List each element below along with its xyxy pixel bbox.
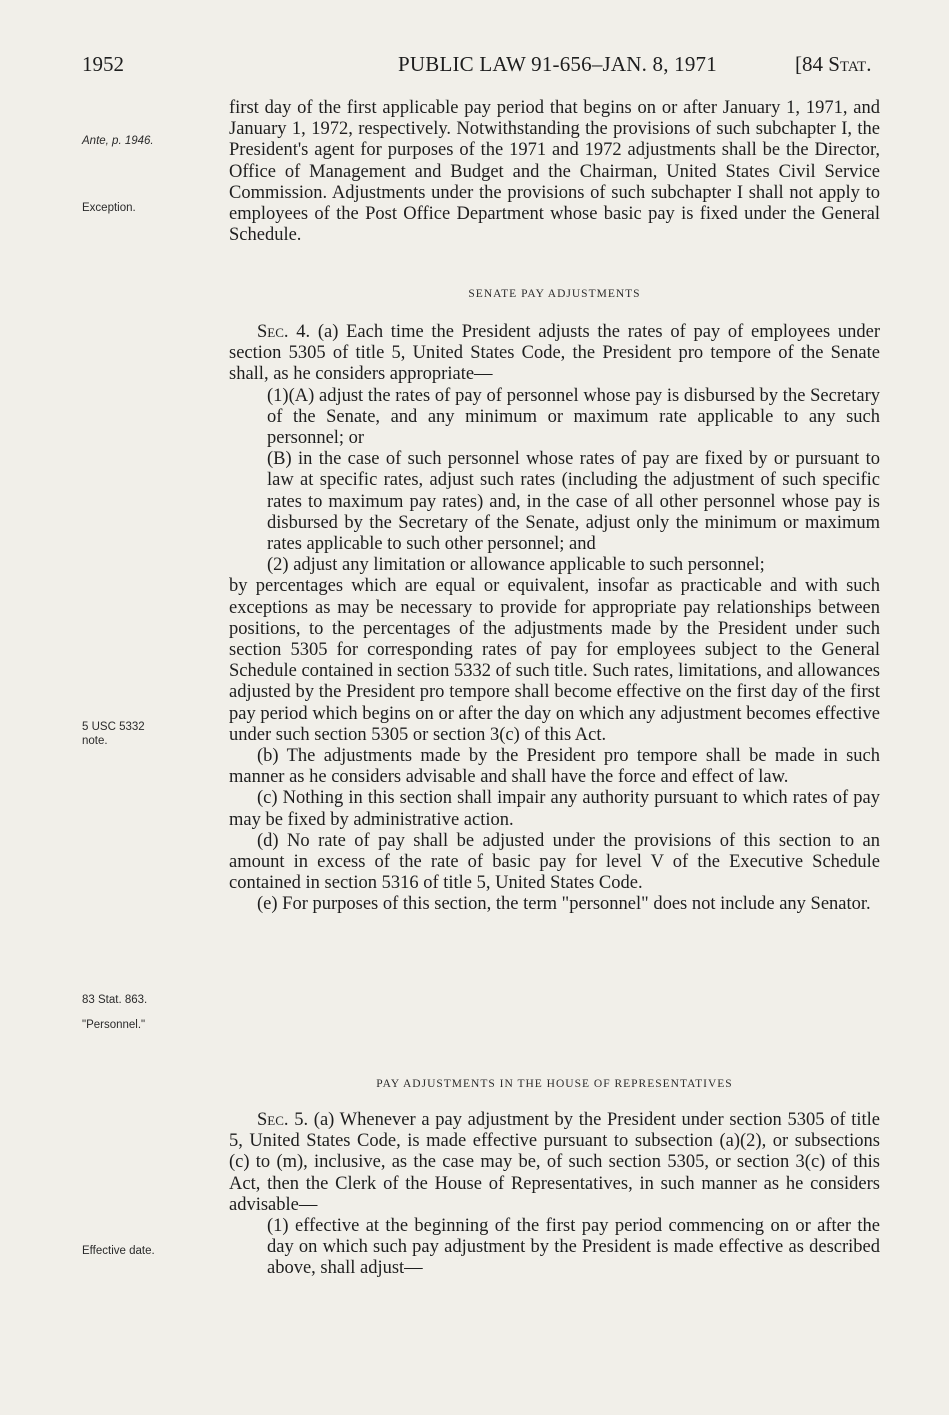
section-4-d: (d) No rate of pay shall be adjusted under the provisions of this section to an amount in excess of the rate of basic pay for level V of the Executive Schedule contained in section 5316 of title 5, United States Code.: [229, 830, 880, 894]
section-5-intro-text: (a) Whenever a pay adjustment by the President under section 5305 of title 5, United States Code, is made effective pursuant to subsection (a)(2), or subsections (c) to (m), inclusive, as the case may be, of such section 5305, or section 3(c) of this Act, then the Clerk of the House of Representatives, in such manner as he considers advisable—: [229, 1110, 880, 1215]
margin-note-stat: 83 Stat. 863.: [82, 994, 148, 1006]
section-4-item-1A: [229, 386, 880, 450]
section-4-item-1A-text: (1)(A) adjust the rates of pay of personnel whose pay is disbursed by the Secretary of the Senate, and any minimum or maximum rate applicable to any such personnel; or: [267, 385, 880, 449]
margin-note-effective-date: Effective date.: [82, 1245, 155, 1257]
page-header: [0, 52, 949, 80]
margin-note-ante: Ante, p. 1946.: [82, 135, 154, 147]
section-4-b: (b) The adjustments made by the President pro tempore shall be made in such manner as he considers advisable and shall have the force and effect of law.: [229, 746, 880, 788]
statute-volume: [84: [795, 52, 829, 76]
section-4-item-1B: [229, 449, 880, 555]
section-4-label: Sec. 4.: [257, 322, 311, 342]
text-block-section-4: [229, 322, 880, 916]
heading-senate-pay-adjustments: SENATE PAY ADJUSTMENTS: [468, 288, 641, 300]
margin-note-personnel: "Personnel.": [82, 1019, 146, 1031]
section-4-intro-text: (a) Each time the President adjusts the rates of pay of employees under section 5305 of title 5, United States Code, the President pro tempore of the Senate shall, as he considers appropriate—: [229, 322, 880, 385]
heading-house-pay-adjustments: PAY ADJUSTMENTS IN THE HOUSE OF REPRESENTATIVES: [376, 1078, 733, 1090]
section-4-item-1B-text: (B) in the case of such personnel whose rates of pay are fixed by or pursuant to law at specific rates, adjust such rates (including the adjustment of such specific rates to maximum pay rates) and, in the case of all other personnel whose pay is disbursed by the Secretary of the Senate, adjust only the minimum or maximum rates applicable to such other personnel; and: [267, 449, 880, 555]
text-block-section-5: [229, 1110, 880, 1280]
section-5-intro: [229, 1110, 880, 1216]
running-title: PUBLIC LAW 91-656–JAN. 8, 1971: [398, 52, 717, 76]
margin-note-exception: Exception.: [82, 202, 136, 214]
statute-reference: [795, 52, 871, 77]
page-number: 1952: [82, 52, 124, 76]
section-4-item-2-text: (2) adjust any limitation or allowance applicable to such personnel;: [267, 555, 765, 576]
text-block-continuation: [229, 98, 880, 246]
section-5-label: Sec. 5.: [257, 1110, 309, 1130]
statute-word: Stat.: [828, 52, 872, 76]
section-4-c: (c) Nothing in this section shall impair any authority pursuant to which rates of pay may be fixed by administrative action.: [229, 788, 880, 830]
section-4-e: (e) For purposes of this section, the term "personnel" does not include any Senator.: [257, 894, 871, 915]
margin-note-usc-note: note.: [82, 735, 108, 747]
section-5-item-1: (1) effective at the beginning of the first pay period commencing on or after the day on which such pay adjustment by the President is made effective as described above, shall adjust—: [267, 1216, 880, 1279]
margin-note-usc: 5 USC 5332: [82, 721, 145, 733]
paragraph-continuation: first day of the first applicable pay period that begins on or after January 1, 1971, and January 1, 1972, respectively. Notwithstanding the provisions of such subchapter I, the President's agent for purposes of the 1971 and 1972 adjustments shall be the Director, Office of Management and Budget and the Chairman, United States Civil Service Commission. Adjustments under the provisions of such subchapter I shall not apply to employees of the Post Office Department whose basic pay is fixed under the General Schedule.: [229, 98, 880, 246]
section-4-by-percentages: by percentages which are equal or equivalent, insofar as practicable and with such exceptions as may be necessary to provide for appropriate pay relationships between positions, to the percentages of the adjustments made by the President under such section 5305 for corresponding rates of pay for employees subject to the General Schedule contained in section 5332 of such title. Such rates, limitations, and allowances adjusted by the President pro tempore shall become effective on the first day of the first pay period which begins on or after the day on which any adjustment becomes effective under such section 5305 or section 3(c) of this Act.: [229, 576, 880, 745]
section-4-item-2: [229, 555, 880, 576]
section-4-intro: [229, 322, 880, 386]
